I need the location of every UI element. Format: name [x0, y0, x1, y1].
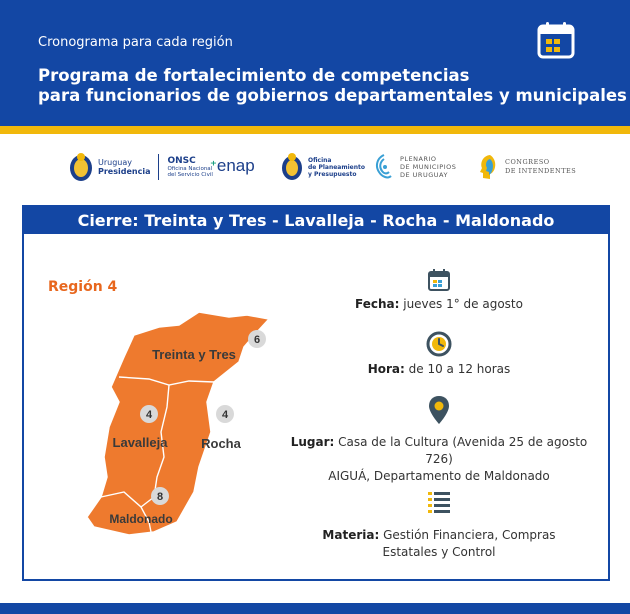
fecha-value: jueves 1° de agosto [403, 297, 523, 311]
calendar-icon [536, 20, 576, 60]
materia-value1: Gestión Financiera, Compras [383, 528, 556, 542]
plenario-swirl-icon [373, 152, 395, 182]
count-maldonado: 8 [156, 491, 164, 503]
count-treinta: 6 [253, 334, 261, 346]
onsc-sub2: del Servicio Civil [167, 172, 213, 178]
page-title [38, 66, 627, 106]
region-label: Región 4 [48, 279, 118, 295]
logo-plenario [373, 152, 456, 182]
logo-congreso [476, 152, 576, 182]
onsc-sub1: Oficina Nacional [167, 166, 213, 172]
materia-value2: Estatales y Control [382, 545, 496, 559]
lugar-line1 [284, 434, 594, 468]
calendar-icon [427, 268, 451, 292]
congreso-profile-icon [476, 152, 500, 182]
opp-line3: y Presupuesto [308, 170, 357, 178]
footer-bar [0, 603, 630, 614]
presidencia-line2: Presidencia [98, 167, 151, 176]
clock-icon [426, 331, 452, 357]
info-materia [309, 527, 569, 561]
info-fecha [309, 296, 569, 313]
count-badge-lavalleja [140, 405, 158, 423]
plenario-line2: DE MUNICIPIOS [400, 163, 457, 171]
page-title-line-2: para funcionarios de gobiernos departamentales y municipales [38, 86, 627, 105]
plenario-line3: DE URUGUAY [400, 171, 448, 179]
location-pin-icon [428, 395, 450, 425]
enap-text: enap [216, 156, 255, 175]
dept-label-maldonado: Maldonado [109, 512, 173, 526]
dept-label-rocha: Rocha [201, 436, 241, 451]
header-kicker: Cronograma para cada región [38, 35, 233, 50]
lugar-value2: AIGUÁ, Departamento de Maldonado [328, 469, 550, 483]
count-badge-treinta [248, 330, 266, 348]
info-lugar [284, 434, 594, 485]
logo-opp [280, 152, 365, 182]
materia-line1 [309, 527, 569, 544]
logo-presidencia [68, 152, 213, 182]
plenario-line1: PLENARIO [400, 155, 437, 163]
dept-label-lavalleja: Lavalleja [112, 435, 168, 450]
materia-label: Materia: [322, 528, 380, 542]
congreso-line2: DE INTENDENTES [505, 167, 577, 175]
dept-label-treinta: Treinta y Tres [152, 347, 236, 362]
list-icon [427, 490, 451, 514]
header-banner [0, 0, 630, 126]
congreso-line1: CONGRESO [505, 158, 550, 166]
page-title-line-1: Programa de fortalecimiento de competencias [38, 66, 470, 85]
hora-value: de 10 a 12 horas [408, 362, 511, 376]
map-outline [87, 312, 269, 535]
count-badge-maldonado [151, 487, 169, 505]
lugar-value1: Casa de la Cultura (Avenida 25 de agosto 726) [338, 435, 588, 466]
opp-line1: Oficina [308, 156, 332, 164]
region-card [22, 205, 610, 581]
count-lavalleja: 4 [145, 409, 153, 421]
info-hora [309, 361, 569, 378]
gold-divider [0, 126, 630, 134]
coat-of-arms-icon [280, 152, 304, 182]
count-rocha: 4 [221, 409, 229, 421]
lugar-label: Lugar: [290, 435, 335, 449]
card-title: Cierre: Treinta y Tres - Lavalleja - Rocha - Maldonado [24, 207, 608, 234]
region-map [79, 307, 299, 542]
logo-enap [210, 156, 255, 176]
fecha-label: Fecha: [355, 297, 400, 311]
logos-row [0, 146, 630, 192]
hora-label: Hora: [367, 362, 405, 376]
coat-of-arms-icon [68, 152, 94, 182]
onsc-title: ONSC [167, 156, 196, 166]
enap-mark-icon: ⁺ [210, 158, 217, 174]
count-badge-rocha [216, 405, 234, 423]
opp-line2: de Planeamiento [308, 163, 365, 171]
presidencia-line1: Uruguay [98, 158, 132, 167]
